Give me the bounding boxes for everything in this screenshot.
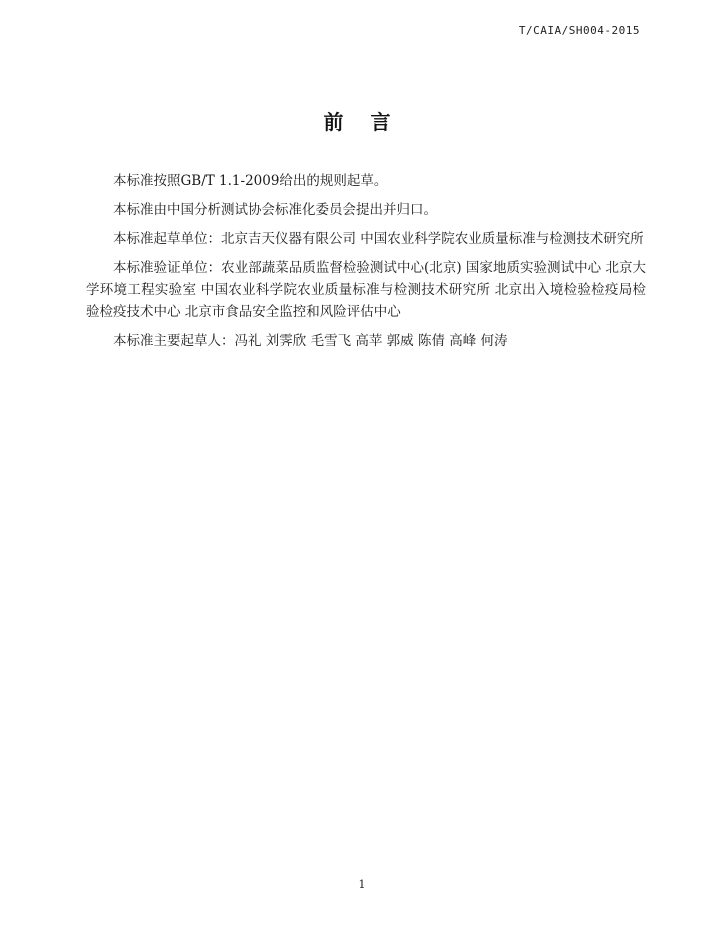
paragraph-proposer: 本标准由中国分析测试协会标准化委员会提出并归口。 xyxy=(113,202,437,218)
paragraph-main-drafters: 本标准主要起草人：冯礼 刘霁欣 毛雪飞 高苹 郭威 陈倩 高峰 何涛 xyxy=(113,333,508,349)
paragraph-drafting-units: 本标准起草单位：北京吉天仪器有限公司 中国农业科学院农业质量标准与检测技术研究所 xyxy=(113,231,644,247)
paragraph-verification-units: 本标准验证单位：农业部蔬菜品质监督检验测试中心(北京) 国家地质实验测试中心 北京大学环境工程实验室 中国农业科学院农业质量标准与检测技术研究所 北京出入境检验检疫局检验检疫技术中心 北京市食品安全监控和风险评估中心 xyxy=(86,260,646,320)
paragraph-drafting-rules: 本标准按照GB/T 1.1-2009给出的规则起草。 xyxy=(113,173,388,189)
foreword-body xyxy=(86,170,646,359)
page-number: 1 xyxy=(358,878,366,891)
standard-code: T/CAIA/SH004-2015 xyxy=(518,24,640,37)
page-title: 前 言 xyxy=(323,110,401,134)
